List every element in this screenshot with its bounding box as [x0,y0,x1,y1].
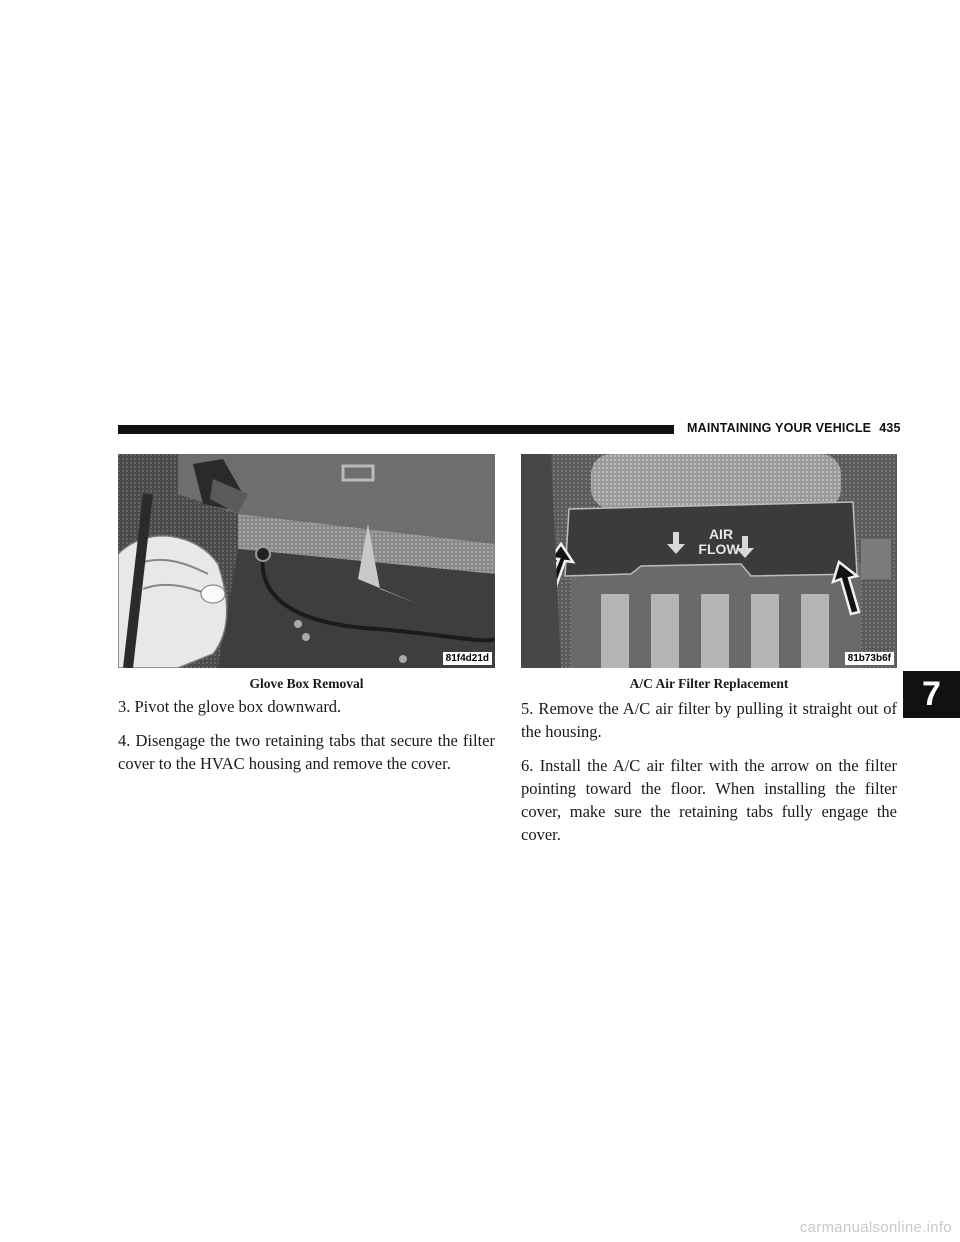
figure-caption: A/C Air Filter Replacement [629,676,789,691]
step-paragraph: 6. Install the A/C air filter with the arrow on the filter pointing toward the floor. When installing the filter cover, make sure the retaining tabs fully engage the cover. [521,756,897,844]
header-section-title: MAINTAINING YOUR VEHICLE [687,421,872,435]
watermark: carmanualsonline.info [799,1219,952,1236]
left-column-text [118,695,495,786]
step-paragraph: 3. Pivot the glove box downward. [118,697,342,716]
step-paragraph: 5. Remove the A/C air filter by pulling it straight out of the housing. [521,699,897,741]
glove-box-illustration [118,454,495,668]
air-filter-figure [521,454,897,668]
air-label-line1: AIR [708,526,734,542]
chapter-tab: 7 [903,671,960,718]
running-header [687,421,901,435]
page-number: 435 [879,421,901,435]
air-filter-illustration [521,454,897,668]
figure-code: 81f4d21d [443,652,492,665]
figure-code: 81b73b6f [845,652,894,665]
header-rule [118,425,674,434]
figure-caption: Glove Box Removal [249,676,364,691]
step-paragraph: 4. Disengage the two retaining tabs that secure the filter cover to the HVAC housing and remove the cover. [118,731,495,773]
air-label-line2: FLOW [698,541,740,557]
right-column-text [521,697,897,857]
glove-box-removal-figure [118,454,495,668]
